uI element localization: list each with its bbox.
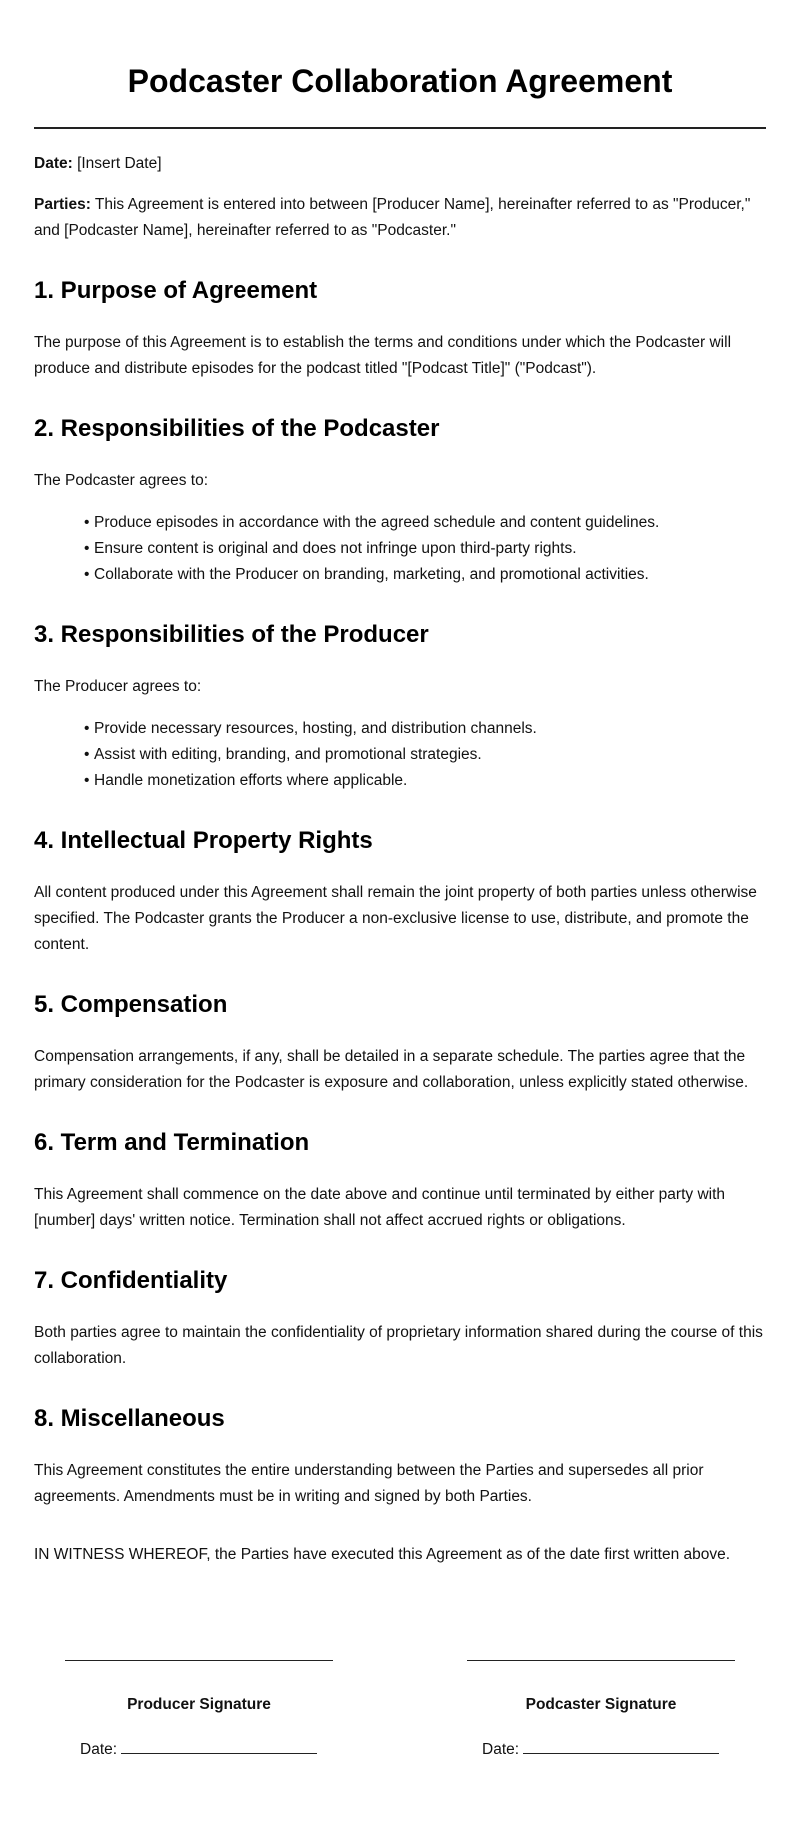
list-item (84, 510, 766, 536)
podcaster-signature-line (467, 1660, 735, 1661)
producer-signature-label: Producer Signature (127, 1696, 271, 1713)
document-title: Podcaster Collaboration Agreement (127, 63, 673, 99)
date-label: Date: (34, 155, 73, 172)
producer-signature-line (65, 1660, 333, 1661)
bullet-icon: • (84, 772, 90, 789)
section-heading: 6. Term and Termination (34, 1129, 310, 1156)
date-value: [Insert Date] (72, 155, 162, 172)
section-body: The Producer agrees to: (34, 678, 202, 695)
section-podcaster-responsibilities (34, 414, 766, 588)
title-divider (34, 127, 766, 129)
section-body: All content produced under this Agreement shall remain the joint property of both parties unless otherwise specified. The Podcaster grants the Producer a non-exclusive license to use, distribute, and promote the content. (34, 884, 757, 953)
podcaster-duties-list (34, 510, 766, 588)
section-compensation (34, 990, 766, 1096)
section-body: This Agreement constitutes the entire understanding between the Parties and supersedes all prior agreements. Amendments must be in writing and signed by both Parties. (34, 1462, 704, 1505)
list-item-text: Handle monetization efforts where applicable. (94, 772, 408, 789)
section-producer-responsibilities (34, 620, 766, 794)
section-heading: 4. Intellectual Property Rights (34, 827, 373, 854)
section-heading: 8. Miscellaneous (34, 1405, 225, 1432)
producer-duties-list (34, 716, 766, 794)
bullet-icon: • (84, 746, 90, 763)
section-body: Both parties agree to maintain the confidentiality of proprietary information shared during the course of this collaboration. (34, 1324, 763, 1367)
section-heading: 1. Purpose of Agreement (34, 277, 318, 304)
producer-signature-block (34, 1660, 364, 1761)
section-body: This Agreement shall commence on the date above and continue until terminated by either party with [number] days' written notice. Termination shall not affect accrued rights or obligations. (34, 1186, 726, 1229)
section-heading: 5. Compensation (34, 991, 228, 1018)
section-body: The purpose of this Agreement is to establish the terms and conditions under which the Podcaster will produce and distribute episodes for the podcast titled "[Podcast Title]" ("Podcast"). (34, 334, 732, 377)
parties-paragraph (34, 192, 766, 244)
bullet-icon: • (84, 566, 90, 583)
podcaster-signature-block (436, 1660, 766, 1761)
list-item-text: Collaborate with the Producer on branding, marketing, and promotional activities. (94, 566, 649, 583)
bullet-icon: • (84, 720, 90, 737)
section-purpose (34, 276, 766, 382)
podcaster-date-rule (523, 1737, 719, 1754)
producer-date-rule (121, 1737, 317, 1754)
section-heading: 7. Confidentiality (34, 1267, 228, 1294)
section-term-termination (34, 1128, 766, 1234)
list-item-text: Produce episodes in accordance with the agreed schedule and content guidelines. (94, 514, 660, 531)
section-intellectual-property (34, 826, 766, 958)
producer-date-label: Date: (80, 1741, 118, 1758)
parties-text: This Agreement is entered into between [Producer Name], hereinafter referred to as "Producer," and [Podcaster Name], hereinafter referred to as "Podcaster." (34, 196, 751, 239)
podcaster-signature-label: Podcaster Signature (525, 1696, 677, 1713)
podcaster-date-label: Date: (482, 1741, 520, 1758)
podcaster-date-line (436, 1737, 766, 1761)
section-heading: 3. Responsibilities of the Producer (34, 621, 429, 648)
list-item-text: Assist with editing, branding, and promotional strategies. (94, 746, 482, 763)
list-item (84, 536, 766, 562)
producer-date-line (34, 1737, 364, 1761)
list-item-text: Provide necessary resources, hosting, and distribution channels. (94, 720, 537, 737)
bullet-icon: • (84, 514, 90, 531)
list-item (84, 562, 766, 588)
section-body: The Podcaster agrees to: (34, 472, 209, 489)
list-item (84, 742, 766, 768)
date-line (34, 151, 766, 177)
section-heading: 2. Responsibilities of the Podcaster (34, 415, 440, 442)
list-item (84, 716, 766, 742)
parties-label: Parties: (34, 196, 91, 213)
signature-area (34, 1660, 766, 1761)
list-item-text: Ensure content is original and does not infringe upon third-party rights. (94, 540, 577, 557)
section-body: Compensation arrangements, if any, shall be detailed in a separate schedule. The parties agree that the primary consideration for the Podcaster is exposure and collaboration, unless explicitly stated otherwise. (34, 1048, 749, 1091)
witness-statement: IN WITNESS WHEREOF, the Parties have executed this Agreement as of the date first written above. (34, 1546, 731, 1563)
bullet-icon: • (84, 540, 90, 557)
list-item (84, 768, 766, 794)
section-miscellaneous (34, 1404, 766, 1510)
section-confidentiality (34, 1266, 766, 1372)
